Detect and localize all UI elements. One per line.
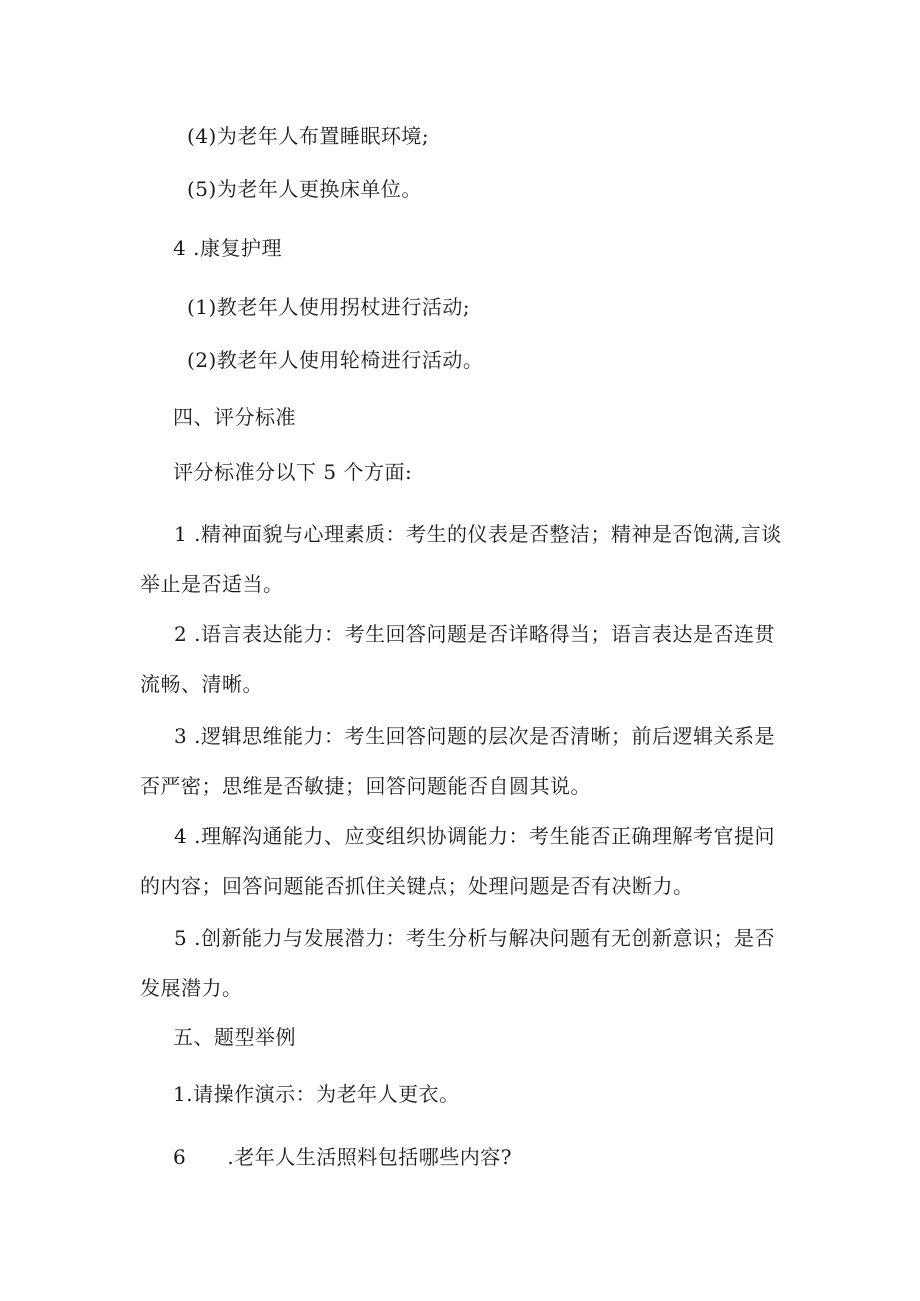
example-question-6: 6 .老年人生活照料包括哪些内容?	[173, 1145, 512, 1169]
heading-rehab-care: 4 .康复护理	[173, 236, 282, 260]
criterion-5: 5 .创新能力与发展潜力：考生分析与解决问题有无创新意识；是否发展潜力。	[140, 926, 775, 1000]
criterion-2: 2 .语言表达能力：考生回答问题是否详略得当；语言表达是否连贯流畅、清晰。	[140, 622, 775, 696]
item-1-crutches: (1)教老年人使用拐杖进行活动;	[187, 295, 471, 319]
item-2-wheelchair: (2)教老年人使用轮椅进行活动。	[187, 348, 484, 372]
criterion-1: 1 .精神面貌与心理素质：考生的仪表是否整洁；精神是否饱满,言谈举止是否适当。	[140, 522, 782, 596]
heading-scoring-criteria: 四、评分标准	[173, 405, 296, 429]
example-question-1: 1.请操作演示：为老年人更衣。	[173, 1082, 460, 1106]
heading-question-examples: 五、题型举例	[173, 1025, 296, 1049]
item-5-change-bed: (5)为老年人更换床单位。	[187, 177, 422, 201]
item-4-sleep-environment: (4)为老年人布置睡眠环境;	[187, 124, 430, 148]
criterion-4: 4 .理解沟通能力、应变组织协调能力：考生能否正确理解考官提问的内容；回答问题能否抓住关键点；处理问题是否有决断力。	[140, 824, 775, 898]
scoring-intro: 评分标准分以下 5 个方面:	[173, 460, 413, 484]
criterion-3: 3 .逻辑思维能力：考生回答问题的层次是否清晰；前后逻辑关系是否严密；思维是否敏捷；回答问题能否自圆其说。	[140, 724, 775, 798]
